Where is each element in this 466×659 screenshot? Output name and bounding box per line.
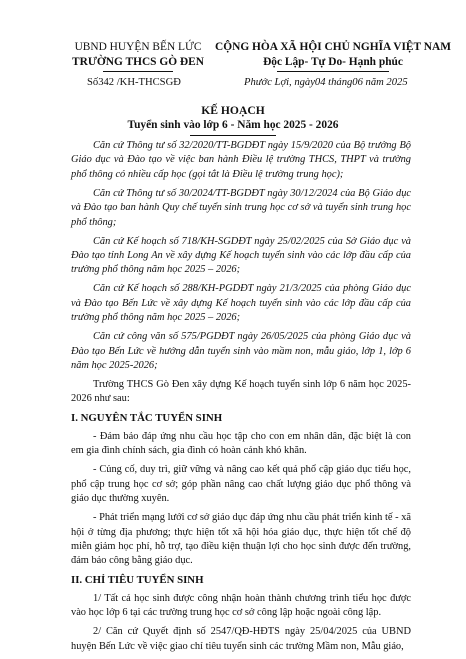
org-line-2: TRƯỜNG THCS GÒ ĐEN [72,56,204,68]
section-heading: I. NGUYÊN TẮC TUYỂN SINH [71,412,223,425]
legal-basis-paragraph: Căn cứ Kế hoạch số 288/KH-PGDĐT ngày 21/3/2025 của phòng Giáo dục và Đào tạo Bến Lức về xây dựng Kế hoạch tuyển sinh vào các lớp đầu cấp của trường phổ thông năm học 2025 – 2026; [71,283,411,324]
document-body [71,139,411,659]
legal-basis-paragraph: Căn cứ Thông tư số 32/2020/TT-BGDĐT ngày 15/9/2020 của Bộ trưởng Bộ Giáo dục và Đào tạo về việc ban hành Điều lệ trường THCS, THPT và trường phổ thông có nhiều cấp học (gọi tắt là Điều lệ trường trung học); [71,140,411,180]
section-item: 1/ Tất cả học sinh được công nhận hoàn thành chương trình tiểu học được vào học lớp 6 tại các trường trung học cơ sở công lập hoặc ngoài công lập. [71,592,411,619]
document-subtitle: Tuyển sinh vào lớp 6 - Năm học 2025 - 2026 [127,119,339,131]
section-heading: II. CHỈ TIÊU TUYỂN SINH [71,574,204,587]
nation-line-2: Độc Lập- Tự Do- Hạnh phúc [263,56,403,68]
document-date: Phước Lợi, ngày04 tháng06 năm 2025 [244,77,408,88]
document-title: KẾ HOẠCH [201,104,265,117]
national-motto [208,40,458,72]
section-item: - Đảm bảo đáp ứng nhu cầu học tập cho con em nhân dân, đặc biệt là con em gia đình chính sách, gia đình có hoàn cảnh khó khăn. [71,430,411,457]
section-item: - Phát triển mạng lưới cơ sở giáo dục đáp ứng nhu cầu phát triển kinh tế - xã hội ở từng địa phương; thực hiện tốt xã hội hóa giáo dục, thực hiện tốt chế độ miễn giảm học phí, hỗ trợ, tạo điều kiện thuận lợi cho học sinh được đến trường, đảm bảo công bằng giáo dục. [71,512,411,567]
nation-line-1: CỘNG HÒA XÃ HỘI CHỦ NGHĨA VIỆT NAM [215,41,451,53]
intro-paragraph: Trường THCS Gò Đen xây dựng Kế hoạch tuyển sinh lớp 6 năm học 2025-2026 như sau: [71,379,411,405]
issuing-organization [58,40,218,72]
legal-basis-paragraph: Căn cứ Kế hoạch số 718/KH-SGDĐT ngày 25/02/2025 của Sở Giáo dục và Đào tạo tỉnh Long An về xây dựng Kế hoạch tuyển sinh vào các lớp đầu cấp của trường phổ thông năm học 2025 – 2026; [71,235,411,276]
org-underline [103,71,173,72]
section-item: 2/ Căn cứ Quyết định số 2547/QĐ-HĐTS ngày 25/04/2025 của UBND huyện Bến Lức về việc giao chỉ tiêu tuyển sinh các trường Mầm non, Mẫu giáo, [71,626,411,652]
document-number: Số342 /KH-THCSGĐ [87,77,181,88]
legal-basis-paragraph: Căn cứ công văn số 575/PGDĐT ngày 26/05/2025 của phòng Giáo dục và Đào tạo Bến Lức về hướng dẫn tuyển sinh vào mầm non, mẫu giáo, lớp 1, lớp 6 năm học 2025-2026; [71,331,411,372]
legal-basis-paragraph: Căn cứ Thông tư số 30/2024/TT-BGDĐT ngày 30/12/2024 của Bộ Giáo dục và Đào tạo ban hành Quy chế tuyển sinh trung học cơ sở và tuyển sinh trung học phổ thông; [71,187,411,228]
title-underline [190,135,276,136]
section-item: - Củng cố, duy trì, giữ vững và nâng cao kết quả phổ cập giáo dục tiểu học, phổ cập trung học cơ sở; góp phần nâng cao chất lượng giáo dục phổ thông và giáo dục thường xuyên. [71,464,411,505]
org-line-1: UBND HUYỆN BẾN LỨC [74,41,202,53]
motto-underline [277,71,389,72]
